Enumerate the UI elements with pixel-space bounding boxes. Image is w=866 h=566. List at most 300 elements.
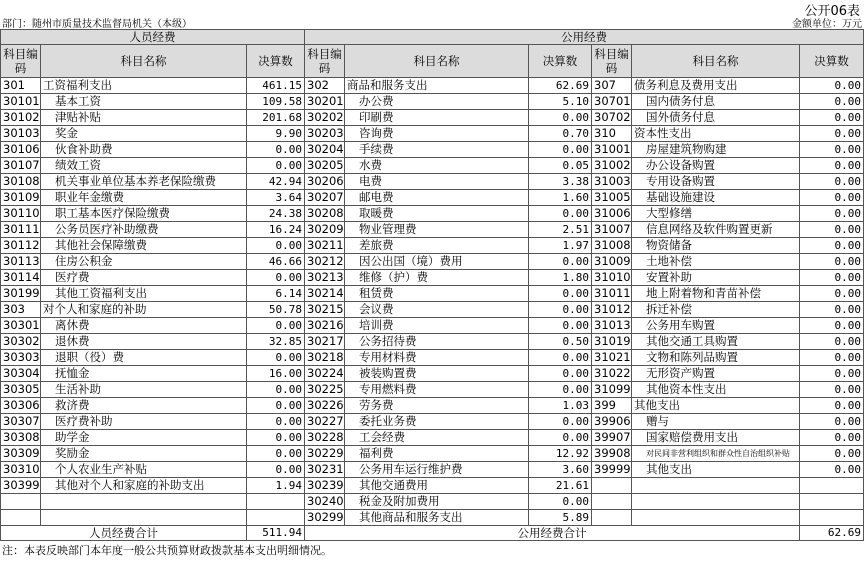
public-b-amount-cell: 0.00 bbox=[800, 142, 864, 158]
public-a-amount-cell: 0.00 bbox=[529, 142, 592, 158]
personnel-amount-cell: 3.64 bbox=[247, 190, 305, 206]
public-a-code-cell: 30215 bbox=[305, 302, 345, 318]
personnel-amount-cell: 46.66 bbox=[247, 254, 305, 270]
public-b-amount-cell: 0.00 bbox=[800, 382, 864, 398]
public-a-code-cell: 302 bbox=[305, 78, 345, 94]
col-code-header: 科目编码 bbox=[1, 45, 41, 78]
personnel-code-cell: 30303 bbox=[1, 350, 41, 366]
personnel-amount-cell: 109.58 bbox=[247, 94, 305, 110]
personnel-code-cell: 30107 bbox=[1, 158, 41, 174]
table-row bbox=[1, 158, 864, 174]
public-b-amount-cell: 0.00 bbox=[800, 206, 864, 222]
personnel-name-cell: 抚恤金 bbox=[41, 366, 247, 382]
personnel-amount-cell: 50.78 bbox=[247, 302, 305, 318]
public-b-name-cell: 国家赔偿费用支出 bbox=[632, 430, 800, 446]
public-b-amount-cell bbox=[800, 510, 864, 526]
public-a-name-cell: 专用燃料费 bbox=[345, 382, 529, 398]
public-a-amount-cell: 0.00 bbox=[529, 318, 592, 334]
public-b-code-cell: 31021 bbox=[592, 350, 632, 366]
public-a-name-cell: 邮电费 bbox=[345, 190, 529, 206]
public-a-name-cell: 公务招待费 bbox=[345, 334, 529, 350]
public-a-amount-cell: 0.00 bbox=[529, 382, 592, 398]
personnel-amount-cell: 0.00 bbox=[247, 270, 305, 286]
public-a-amount-cell: 0.00 bbox=[529, 302, 592, 318]
public-a-amount-cell: 5.89 bbox=[529, 510, 592, 526]
personnel-name-cell: 职业年金缴费 bbox=[41, 190, 247, 206]
public-a-amount-cell: 1.03 bbox=[529, 398, 592, 414]
personnel-amount-cell: 461.15 bbox=[247, 78, 305, 94]
public-a-name-cell: 工会经费 bbox=[345, 430, 529, 446]
public-a-code-cell: 30201 bbox=[305, 94, 345, 110]
public-a-amount-cell: 0.00 bbox=[529, 206, 592, 222]
personnel-code-cell: 30114 bbox=[1, 270, 41, 286]
public-a-amount-cell: 0.70 bbox=[529, 126, 592, 142]
personnel-amount-cell: 0.00 bbox=[247, 318, 305, 334]
public-b-code-cell: 31002 bbox=[592, 158, 632, 174]
table-row bbox=[1, 494, 864, 510]
public-b-name-cell bbox=[632, 478, 800, 494]
public-a-code-cell: 30205 bbox=[305, 158, 345, 174]
personnel-code-cell: 30113 bbox=[1, 254, 41, 270]
public-a-name-cell: 印刷费 bbox=[345, 110, 529, 126]
public-b-name-cell: 房屋建筑物购建 bbox=[632, 142, 800, 158]
personnel-name-cell: 津贴补贴 bbox=[41, 110, 247, 126]
table-row bbox=[1, 478, 864, 494]
table-row bbox=[1, 398, 864, 414]
personnel-name-cell: 其他社会保障缴费 bbox=[41, 238, 247, 254]
public-b-name-cell: 信息网络及软件购置更新 bbox=[632, 222, 800, 238]
public-b-code-cell: 310 bbox=[592, 126, 632, 142]
public-b-name-cell: 安置补助 bbox=[632, 270, 800, 286]
personnel-name-cell: 绩效工资 bbox=[41, 158, 247, 174]
col-amount-header: 决算数 bbox=[529, 45, 592, 78]
public-a-code-cell: 30227 bbox=[305, 414, 345, 430]
public-a-code-cell: 30225 bbox=[305, 382, 345, 398]
public-b-amount-cell bbox=[800, 478, 864, 494]
personnel-total-amount: 511.94 bbox=[247, 526, 305, 541]
public-a-name-cell: 办公费 bbox=[345, 94, 529, 110]
personnel-code-cell: 30199 bbox=[1, 286, 41, 302]
col-code-header: 科目编码 bbox=[592, 45, 632, 78]
personnel-name-cell: 对个人和家庭的补助 bbox=[41, 302, 247, 318]
public-total-label: 公用经费合计 bbox=[305, 526, 800, 541]
public-a-code-cell: 30204 bbox=[305, 142, 345, 158]
public-a-name-cell: 福利费 bbox=[345, 446, 529, 462]
personnel-total-label: 人员经费合计 bbox=[1, 526, 247, 541]
public-b-amount-cell: 0.00 bbox=[800, 318, 864, 334]
unit-label: 金额单位：万元 bbox=[792, 19, 862, 30]
public-a-name-cell: 物业管理费 bbox=[345, 222, 529, 238]
public-b-name-cell: 国内债务付息 bbox=[632, 94, 800, 110]
personnel-group-header: 人员经费 bbox=[1, 30, 305, 45]
public-a-amount-cell: 0.00 bbox=[529, 366, 592, 382]
personnel-code-cell: 30111 bbox=[1, 222, 41, 238]
public-b-name-cell: 国外债务付息 bbox=[632, 110, 800, 126]
public-a-code-cell: 30213 bbox=[305, 270, 345, 286]
table-row bbox=[1, 142, 864, 158]
personnel-amount-cell: 0.00 bbox=[247, 446, 305, 462]
personnel-name-cell bbox=[41, 510, 247, 526]
public-group-header: 公用经费 bbox=[305, 30, 864, 45]
public-a-name-cell: 水费 bbox=[345, 158, 529, 174]
personnel-amount-cell: 0.00 bbox=[247, 382, 305, 398]
public-b-name-cell: 无形资产购置 bbox=[632, 366, 800, 382]
public-b-code-cell: 39907 bbox=[592, 430, 632, 446]
expenditure-table bbox=[0, 29, 864, 541]
public-b-code-cell bbox=[592, 494, 632, 510]
public-b-code-cell: 31005 bbox=[592, 190, 632, 206]
public-a-amount-cell: 1.97 bbox=[529, 238, 592, 254]
personnel-code-cell: 30301 bbox=[1, 318, 41, 334]
table-row bbox=[1, 222, 864, 238]
personnel-code-cell: 30304 bbox=[1, 366, 41, 382]
public-b-amount-cell: 0.00 bbox=[800, 78, 864, 94]
public-b-amount-cell: 0.00 bbox=[800, 110, 864, 126]
public-a-name-cell: 租赁费 bbox=[345, 286, 529, 302]
public-b-code-cell bbox=[592, 478, 632, 494]
table-row bbox=[1, 254, 864, 270]
public-a-name-cell: 电费 bbox=[345, 174, 529, 190]
public-a-code-cell: 30212 bbox=[305, 254, 345, 270]
public-a-code-cell: 30214 bbox=[305, 286, 345, 302]
personnel-name-cell: 奖金 bbox=[41, 126, 247, 142]
public-a-amount-cell: 62.69 bbox=[529, 78, 592, 94]
table-row bbox=[1, 382, 864, 398]
public-b-amount-cell: 0.00 bbox=[800, 334, 864, 350]
col-code-header: 科目编码 bbox=[305, 45, 345, 78]
personnel-amount-cell: 32.85 bbox=[247, 334, 305, 350]
public-b-name-cell: 基础设施建设 bbox=[632, 190, 800, 206]
col-name-header: 科目名称 bbox=[632, 45, 800, 78]
personnel-amount-cell: 0.00 bbox=[247, 414, 305, 430]
personnel-code-cell: 30309 bbox=[1, 446, 41, 462]
public-a-code-cell: 30208 bbox=[305, 206, 345, 222]
public-b-code-cell: 39906 bbox=[592, 414, 632, 430]
public-a-name-cell: 税金及附加费用 bbox=[345, 494, 529, 510]
personnel-name-cell: 退休费 bbox=[41, 334, 247, 350]
public-b-code-cell: 39999 bbox=[592, 462, 632, 478]
public-b-name-cell: 其他支出 bbox=[632, 462, 800, 478]
public-b-name-cell: 物资储备 bbox=[632, 238, 800, 254]
public-a-code-cell: 30299 bbox=[305, 510, 345, 526]
personnel-name-cell bbox=[41, 494, 247, 510]
public-a-amount-cell: 3.38 bbox=[529, 174, 592, 190]
public-b-code-cell: 31009 bbox=[592, 254, 632, 270]
public-b-code-cell: 31012 bbox=[592, 302, 632, 318]
public-b-code-cell: 31008 bbox=[592, 238, 632, 254]
personnel-code-cell: 301 bbox=[1, 78, 41, 94]
personnel-amount-cell: 0.00 bbox=[247, 462, 305, 478]
personnel-amount-cell: 42.94 bbox=[247, 174, 305, 190]
personnel-code-cell: 30310 bbox=[1, 462, 41, 478]
col-name-header: 科目名称 bbox=[345, 45, 529, 78]
personnel-name-cell: 奖励金 bbox=[41, 446, 247, 462]
personnel-code-cell: 30106 bbox=[1, 142, 41, 158]
personnel-code-cell: 30103 bbox=[1, 126, 41, 142]
public-a-name-cell: 委托业务费 bbox=[345, 414, 529, 430]
public-a-code-cell: 30231 bbox=[305, 462, 345, 478]
public-a-amount-cell: 0.00 bbox=[529, 254, 592, 270]
public-a-code-cell: 30226 bbox=[305, 398, 345, 414]
public-a-name-cell: 被装购置费 bbox=[345, 366, 529, 382]
public-total-amount: 62.69 bbox=[800, 526, 864, 541]
public-b-amount-cell: 0.00 bbox=[800, 366, 864, 382]
personnel-amount-cell: 201.68 bbox=[247, 110, 305, 126]
public-a-name-cell: 商品和服务支出 bbox=[345, 78, 529, 94]
table-row bbox=[1, 238, 864, 254]
public-a-amount-cell: 1.60 bbox=[529, 190, 592, 206]
table-row bbox=[1, 430, 864, 446]
public-a-amount-cell: 0.00 bbox=[529, 430, 592, 446]
personnel-code-cell: 30109 bbox=[1, 190, 41, 206]
public-a-amount-cell: 2.51 bbox=[529, 222, 592, 238]
public-b-name-cell: 赠与 bbox=[632, 414, 800, 430]
personnel-name-cell: 住房公积金 bbox=[41, 254, 247, 270]
personnel-code-cell: 30399 bbox=[1, 478, 41, 494]
public-b-name-cell: 其他资本性支出 bbox=[632, 382, 800, 398]
public-b-amount-cell: 0.00 bbox=[800, 462, 864, 478]
personnel-code-cell: 30110 bbox=[1, 206, 41, 222]
personnel-name-cell: 个人农业生产补贴 bbox=[41, 462, 247, 478]
personnel-amount-cell bbox=[247, 510, 305, 526]
public-b-amount-cell: 0.00 bbox=[800, 158, 864, 174]
table-row bbox=[1, 446, 864, 462]
form-id: 公开06表 bbox=[804, 4, 860, 19]
public-b-amount-cell bbox=[800, 494, 864, 510]
table-row bbox=[1, 286, 864, 302]
personnel-amount-cell: 0.00 bbox=[247, 430, 305, 446]
public-a-code-cell: 30228 bbox=[305, 430, 345, 446]
table-row bbox=[1, 334, 864, 350]
public-b-amount-cell: 0.00 bbox=[800, 126, 864, 142]
public-b-code-cell: 31001 bbox=[592, 142, 632, 158]
public-a-amount-cell: 0.05 bbox=[529, 158, 592, 174]
public-b-code-cell: 30701 bbox=[592, 94, 632, 110]
public-a-amount-cell: 0.50 bbox=[529, 334, 592, 350]
table-row bbox=[1, 350, 864, 366]
public-b-code-cell: 30702 bbox=[592, 110, 632, 126]
public-a-code-cell: 30211 bbox=[305, 238, 345, 254]
public-b-code-cell: 31006 bbox=[592, 206, 632, 222]
public-a-code-cell: 30216 bbox=[305, 318, 345, 334]
public-a-code-cell: 30217 bbox=[305, 334, 345, 350]
footnote: 注：本表反映部门本年度一般公共预算财政拨款基本支出明细情况。 bbox=[2, 544, 332, 557]
public-a-code-cell: 30240 bbox=[305, 494, 345, 510]
table-row bbox=[1, 462, 864, 478]
personnel-amount-cell: 24.38 bbox=[247, 206, 305, 222]
personnel-name-cell: 助学金 bbox=[41, 430, 247, 446]
personnel-name-cell: 离休费 bbox=[41, 318, 247, 334]
personnel-name-cell: 医疗费补助 bbox=[41, 414, 247, 430]
public-b-code-cell: 31011 bbox=[592, 286, 632, 302]
public-b-amount-cell: 0.00 bbox=[800, 430, 864, 446]
public-b-amount-cell: 0.00 bbox=[800, 446, 864, 462]
public-b-code-cell: 31099 bbox=[592, 382, 632, 398]
personnel-amount-cell: 0.00 bbox=[247, 398, 305, 414]
personnel-code-cell: 30102 bbox=[1, 110, 41, 126]
public-b-name-cell: 资本性支出 bbox=[632, 126, 800, 142]
public-a-name-cell: 取暖费 bbox=[345, 206, 529, 222]
personnel-amount-cell: 1.94 bbox=[247, 478, 305, 494]
public-b-code-cell: 31019 bbox=[592, 334, 632, 350]
personnel-code-cell: 30302 bbox=[1, 334, 41, 350]
public-b-amount-cell: 0.00 bbox=[800, 270, 864, 286]
table-row bbox=[1, 414, 864, 430]
personnel-name-cell: 其他对个人和家庭的补助支出 bbox=[41, 478, 247, 494]
public-a-amount-cell: 5.10 bbox=[529, 94, 592, 110]
public-a-code-cell: 30218 bbox=[305, 350, 345, 366]
public-a-code-cell: 30202 bbox=[305, 110, 345, 126]
public-a-name-cell: 公务用车运行维护费 bbox=[345, 462, 529, 478]
public-b-amount-cell: 0.00 bbox=[800, 190, 864, 206]
public-b-name-cell bbox=[632, 510, 800, 526]
public-b-amount-cell: 0.00 bbox=[800, 238, 864, 254]
public-a-amount-cell: 0.00 bbox=[529, 414, 592, 430]
personnel-code-cell: 30108 bbox=[1, 174, 41, 190]
personnel-name-cell: 工资福利支出 bbox=[41, 78, 247, 94]
public-b-name-cell: 土地补偿 bbox=[632, 254, 800, 270]
personnel-code-cell: 30307 bbox=[1, 414, 41, 430]
personnel-code-cell bbox=[1, 510, 41, 526]
public-b-name-cell: 地上附着物和青苗补偿 bbox=[632, 286, 800, 302]
personnel-name-cell: 机关事业单位基本养老保险缴费 bbox=[41, 174, 247, 190]
public-a-amount-cell: 0.00 bbox=[529, 350, 592, 366]
public-a-amount-cell: 12.92 bbox=[529, 446, 592, 462]
table-row bbox=[1, 126, 864, 142]
public-a-code-cell: 30229 bbox=[305, 446, 345, 462]
public-b-amount-cell: 0.00 bbox=[800, 398, 864, 414]
public-b-amount-cell: 0.00 bbox=[800, 174, 864, 190]
public-a-amount-cell: 0.00 bbox=[529, 110, 592, 126]
public-b-name-cell: 对民间非营利组织和群众性自治组织补贴 bbox=[632, 446, 800, 462]
public-a-name-cell: 手续费 bbox=[345, 142, 529, 158]
personnel-amount-cell: 16.24 bbox=[247, 222, 305, 238]
public-b-name-cell: 专用设备购置 bbox=[632, 174, 800, 190]
table-row bbox=[1, 190, 864, 206]
personnel-name-cell: 职工基本医疗保险缴费 bbox=[41, 206, 247, 222]
public-b-amount-cell: 0.00 bbox=[800, 94, 864, 110]
personnel-amount-cell: 16.00 bbox=[247, 366, 305, 382]
table-row bbox=[1, 318, 864, 334]
public-a-amount-cell: 1.80 bbox=[529, 270, 592, 286]
col-amount-header: 决算数 bbox=[247, 45, 305, 78]
table-row bbox=[1, 110, 864, 126]
public-a-name-cell: 其他商品和服务支出 bbox=[345, 510, 529, 526]
table-row bbox=[1, 174, 864, 190]
public-b-amount-cell: 0.00 bbox=[800, 302, 864, 318]
table-row bbox=[1, 270, 864, 286]
table-row bbox=[1, 302, 864, 318]
public-a-name-cell: 劳务费 bbox=[345, 398, 529, 414]
personnel-amount-cell bbox=[247, 494, 305, 510]
personnel-amount-cell: 9.90 bbox=[247, 126, 305, 142]
table-row bbox=[1, 78, 864, 94]
public-b-name-cell: 办公设备购置 bbox=[632, 158, 800, 174]
public-b-name-cell: 拆迁补偿 bbox=[632, 302, 800, 318]
public-b-amount-cell: 0.00 bbox=[800, 222, 864, 238]
public-a-amount-cell: 0.00 bbox=[529, 494, 592, 510]
public-b-name-cell: 其他交通工具购置 bbox=[632, 334, 800, 350]
public-a-name-cell: 维修（护）费 bbox=[345, 270, 529, 286]
table-row bbox=[1, 206, 864, 222]
table-row bbox=[1, 94, 864, 110]
col-amount-header: 决算数 bbox=[800, 45, 864, 78]
public-b-name-cell bbox=[632, 494, 800, 510]
public-a-code-cell: 30207 bbox=[305, 190, 345, 206]
public-b-code-cell: 39908 bbox=[592, 446, 632, 462]
col-name-header: 科目名称 bbox=[41, 45, 247, 78]
public-a-name-cell: 差旅费 bbox=[345, 238, 529, 254]
public-b-name-cell: 文物和陈列品购置 bbox=[632, 350, 800, 366]
public-b-code-cell: 31022 bbox=[592, 366, 632, 382]
personnel-code-cell bbox=[1, 494, 41, 510]
personnel-amount-cell: 0.00 bbox=[247, 142, 305, 158]
public-b-code-cell bbox=[592, 510, 632, 526]
public-a-name-cell: 专用材料费 bbox=[345, 350, 529, 366]
public-a-code-cell: 30239 bbox=[305, 478, 345, 494]
personnel-name-cell: 医疗费 bbox=[41, 270, 247, 286]
personnel-name-cell: 伙食补助费 bbox=[41, 142, 247, 158]
public-a-code-cell: 30206 bbox=[305, 174, 345, 190]
personnel-name-cell: 生活补助 bbox=[41, 382, 247, 398]
personnel-amount-cell: 0.00 bbox=[247, 238, 305, 254]
public-b-code-cell: 399 bbox=[592, 398, 632, 414]
personnel-name-cell: 救济费 bbox=[41, 398, 247, 414]
department-label: 部门：随州市质量技术监督局机关（本级） bbox=[2, 19, 192, 30]
personnel-name-cell: 基本工资 bbox=[41, 94, 247, 110]
public-b-name-cell: 大型修缮 bbox=[632, 206, 800, 222]
public-a-amount-cell: 0.00 bbox=[529, 286, 592, 302]
public-b-amount-cell: 0.00 bbox=[800, 254, 864, 270]
public-b-code-cell: 31007 bbox=[592, 222, 632, 238]
table-row bbox=[1, 510, 864, 526]
public-a-name-cell: 咨询费 bbox=[345, 126, 529, 142]
public-b-amount-cell: 0.00 bbox=[800, 350, 864, 366]
public-b-name-cell: 其他支出 bbox=[632, 398, 800, 414]
public-a-amount-cell: 21.61 bbox=[529, 478, 592, 494]
public-b-code-cell: 31010 bbox=[592, 270, 632, 286]
personnel-code-cell: 303 bbox=[1, 302, 41, 318]
personnel-amount-cell: 0.00 bbox=[247, 158, 305, 174]
public-a-name-cell: 会议费 bbox=[345, 302, 529, 318]
public-b-amount-cell: 0.00 bbox=[800, 286, 864, 302]
public-a-amount-cell: 3.60 bbox=[529, 462, 592, 478]
personnel-name-cell: 公务员医疗补助缴费 bbox=[41, 222, 247, 238]
personnel-amount-cell: 6.14 bbox=[247, 286, 305, 302]
public-a-code-cell: 30224 bbox=[305, 366, 345, 382]
public-b-amount-cell: 0.00 bbox=[800, 414, 864, 430]
public-b-name-cell: 债务利息及费用支出 bbox=[632, 78, 800, 94]
personnel-amount-cell: 0.00 bbox=[247, 350, 305, 366]
public-b-name-cell: 公务用车购置 bbox=[632, 318, 800, 334]
public-a-name-cell: 培训费 bbox=[345, 318, 529, 334]
personnel-name-cell: 退职（役）费 bbox=[41, 350, 247, 366]
public-a-code-cell: 30203 bbox=[305, 126, 345, 142]
personnel-code-cell: 30112 bbox=[1, 238, 41, 254]
public-b-code-cell: 31003 bbox=[592, 174, 632, 190]
public-a-name-cell: 其他交通费用 bbox=[345, 478, 529, 494]
public-a-code-cell: 30209 bbox=[305, 222, 345, 238]
table-row bbox=[1, 366, 864, 382]
public-a-name-cell: 因公出国（境）费用 bbox=[345, 254, 529, 270]
personnel-code-cell: 30305 bbox=[1, 382, 41, 398]
public-b-code-cell: 31013 bbox=[592, 318, 632, 334]
personnel-code-cell: 30308 bbox=[1, 430, 41, 446]
personnel-code-cell: 30306 bbox=[1, 398, 41, 414]
public-b-code-cell: 307 bbox=[592, 78, 632, 94]
personnel-code-cell: 30101 bbox=[1, 94, 41, 110]
personnel-name-cell: 其他工资福利支出 bbox=[41, 286, 247, 302]
